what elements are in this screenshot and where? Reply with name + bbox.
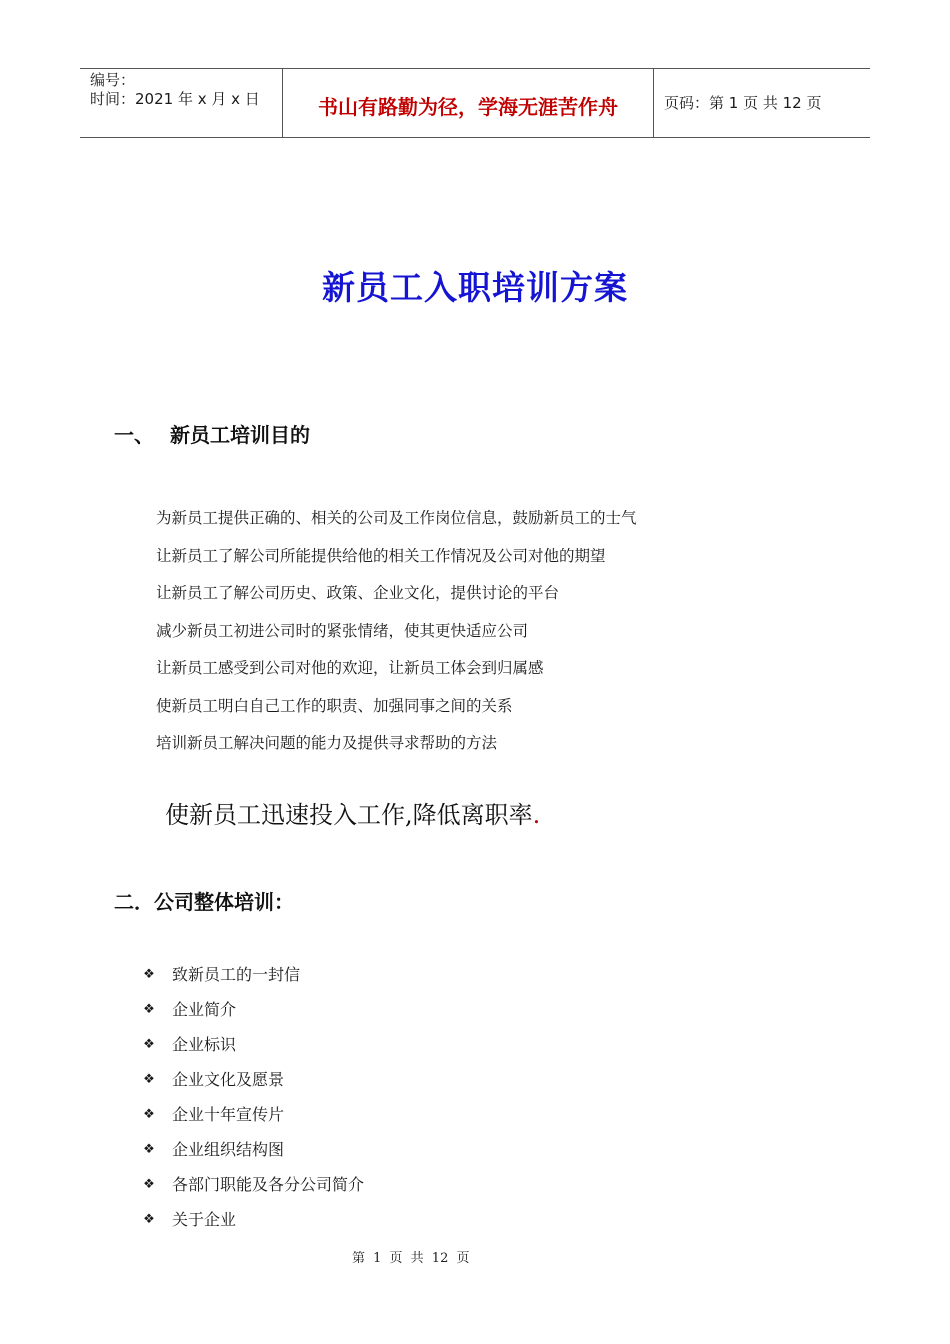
list-item: 培训新员工解决问题的能力及提供寻求帮助的方法 [156, 734, 498, 752]
list-item [142, 957, 364, 992]
list-item-label: 企业文化及愿景 [172, 1069, 285, 1089]
section-2-heading: 二．公司整体培训： [114, 890, 294, 914]
header-meta [80, 69, 282, 137]
company-training-list [142, 957, 364, 1237]
list-item [142, 1097, 364, 1132]
list-item: 为新员工提供正确的、相关的公司及工作岗位信息，鼓励新员工的士气 [156, 509, 637, 527]
list-item-label: 企业组织结构图 [172, 1139, 285, 1159]
list-item [142, 1202, 364, 1237]
list-item [142, 992, 364, 1027]
section-1-summary [165, 795, 540, 830]
header-page-info: 页码：第 1 页 共 12 页 [664, 94, 822, 112]
list-item: 让新员工了解公司历史、政策、企业文化，提供讨论的平台 [156, 584, 560, 602]
document-date: 时间：2021 年 x 月 x 日 [90, 90, 260, 108]
list-item [142, 1062, 364, 1097]
list-item: 让新员工了解公司所能提供给他的相关工作情况及公司对他的期望 [156, 546, 606, 565]
diamond-bullet-icon: ❖ [143, 1176, 155, 1192]
document-number-label: 编号： [90, 71, 136, 89]
summary-period: . [532, 801, 541, 829]
header-motto-cell [282, 69, 654, 137]
section-1-heading: 新员工培训目的 [170, 423, 310, 447]
list-item-label: 致新员工的一封信 [172, 964, 301, 984]
diamond-bullet-icon: ❖ [143, 1141, 155, 1157]
header-motto: 书山有路勤为径，学海无涯苦作舟 [318, 95, 618, 119]
diamond-bullet-icon: ❖ [143, 1211, 155, 1227]
list-item-label: 企业十年宣传片 [172, 1104, 285, 1124]
list-item-label: 关于企业 [172, 1209, 237, 1229]
page-footer: 第 1 页 共 12 页 [352, 1251, 470, 1266]
diamond-bullet-icon: ❖ [143, 966, 155, 982]
list-item-label: 企业标识 [172, 1034, 237, 1054]
list-item: 让新员工感受到公司对他的欢迎，让新员工体会到归属感 [156, 659, 544, 677]
section-1-number: 一、 [114, 423, 154, 447]
summary-text: 使新员工迅速投入工作,降低离职率 [165, 801, 533, 829]
list-item: 减少新员工初进公司时的紧张情绪，使其更快适应公司 [156, 621, 529, 640]
document-header [80, 68, 870, 138]
list-item [142, 1027, 364, 1062]
diamond-bullet-icon: ❖ [143, 1106, 155, 1122]
list-item: 使新员工明白自己工作的职责、加强同事之间的关系 [156, 696, 513, 715]
document-title: 新员工入职培训方案 [322, 268, 628, 307]
list-item-label: 各部门职能及各分公司简介 [172, 1174, 365, 1194]
diamond-bullet-icon: ❖ [143, 1036, 155, 1052]
list-item [142, 1132, 364, 1167]
diamond-bullet-icon: ❖ [143, 1001, 155, 1017]
list-item-label: 企业简介 [172, 999, 237, 1019]
list-item [142, 1167, 364, 1202]
diamond-bullet-icon: ❖ [143, 1071, 155, 1087]
training-purpose-list [156, 506, 637, 769]
